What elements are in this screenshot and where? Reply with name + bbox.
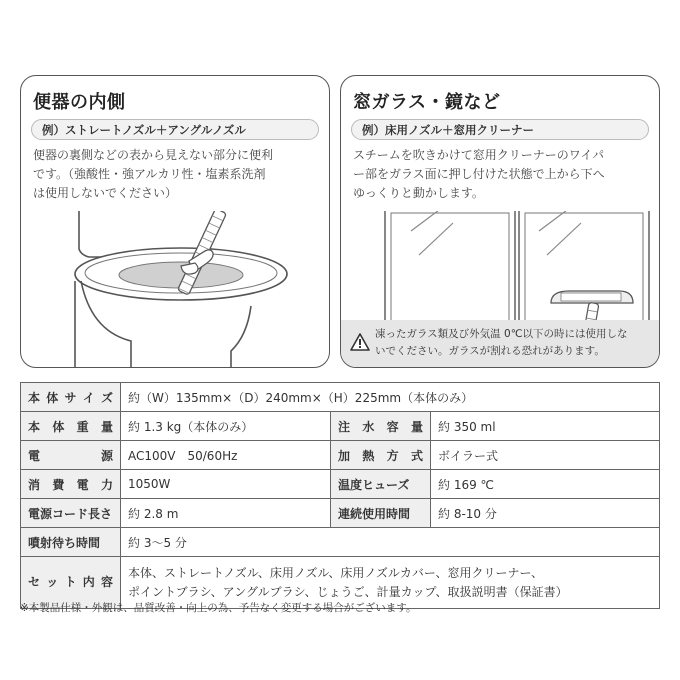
spec-value: 約（W）135mm×（D）240mm×（H）225mm（本体のみ） — [121, 383, 660, 412]
footnote: ※本製品仕様・外観は、品質改善・向上の為、予告なく変更する場合がございます。 — [20, 602, 417, 614]
spec-label-text — [28, 389, 113, 406]
table-row — [21, 441, 660, 470]
table-row — [21, 412, 660, 441]
spec-label — [331, 470, 431, 499]
spec-value: 約 1.3 kg（本体のみ） — [121, 412, 331, 441]
label-char: 体 — [52, 419, 65, 434]
label-char: 電 — [76, 477, 89, 492]
card-window-glass — [340, 75, 660, 368]
label-char: 量 — [410, 419, 423, 434]
label-char: 重 — [76, 419, 89, 434]
toilet-cleaning-illustration — [71, 211, 311, 368]
label-char: ッ — [46, 575, 59, 589]
label-char: ズ — [100, 390, 113, 405]
spec-value: 約 169 ℃ — [431, 470, 660, 499]
card-example-pill: 例）床用ノズル＋窓用クリーナー — [351, 119, 649, 140]
spec-value: 約 350 ml — [431, 412, 660, 441]
spec-label-text: 噴射待ち時間 — [28, 535, 101, 550]
spec-label-text — [28, 476, 113, 493]
spec-label-text: 温度ヒューズ — [338, 477, 410, 492]
label-char: 力 — [100, 477, 113, 492]
card-title: 便器の内側 — [33, 92, 126, 113]
card-example-pill: 例）ストレートノズル＋アングルノズル — [31, 119, 319, 140]
spec-value: AC100V 50/60Hz — [121, 441, 331, 470]
spec-label-text — [28, 573, 113, 592]
spec-label-text — [28, 418, 113, 435]
spec-label — [21, 528, 121, 557]
label-char: 注 — [338, 419, 351, 434]
spec-value: 約 2.8 m — [121, 499, 331, 528]
warning-icon — [350, 333, 370, 351]
spec-label-text — [338, 418, 423, 435]
card-title: 窓ガラス・鏡など — [353, 92, 501, 113]
spec-value: 本体、ストレートノズル、床用ノズル、床用ノズルカバー、窓用クリーナー、 ポイントブラシ、アングルブラシ、じょうご、計量カップ、取扱説明書（保証書） — [121, 557, 660, 609]
label-char: 消 — [28, 477, 41, 492]
spec-label — [21, 499, 121, 528]
label-char: イ — [82, 390, 95, 405]
spec-label-text — [338, 447, 423, 464]
label-char: 容 — [100, 575, 113, 589]
spec-label — [21, 470, 121, 499]
warning-banner — [341, 320, 659, 367]
label-char: 加 — [338, 448, 351, 463]
label-char: 源 — [100, 448, 113, 463]
spec-label — [21, 441, 121, 470]
label-char: 容 — [386, 419, 399, 434]
label-char: 本 — [28, 419, 41, 434]
label-char: 本 — [28, 390, 41, 405]
spec-label — [331, 412, 431, 441]
spec-label — [21, 412, 121, 441]
card-description: 便器の裏側などの表から見えない部分に便利 です。（強酸性・強アルカリ性・塩素系洗剤 は使用しないでください） — [33, 148, 274, 200]
table-row — [21, 383, 660, 412]
warning-text: 凍ったガラス類及び外気温 0℃以下の時には使用しな いでください。ガラスが割れる恐れがあります。 — [375, 328, 628, 357]
table-row — [21, 499, 660, 528]
spec-label — [21, 383, 121, 412]
spec-value: 約 8-10 分 — [431, 499, 660, 528]
label-char: 量 — [100, 419, 113, 434]
label-char: セ — [28, 575, 41, 589]
spec-label — [331, 441, 431, 470]
label-char: ト — [64, 575, 77, 589]
label-char: 方 — [386, 448, 399, 463]
label-char: 式 — [410, 448, 423, 463]
label-char: 熱 — [362, 448, 375, 463]
spec-label-text: 電源コード長さ — [28, 506, 113, 521]
label-char: 体 — [46, 390, 59, 405]
card-toilet-inside — [20, 75, 330, 368]
spec-table — [20, 382, 660, 609]
card-description: スチームを吹きかけて窓用クリーナーのワイパ ー部をガラス面に押し付けた状態で上から下へ ゆっくりと動かします。 — [353, 148, 605, 200]
spec-label — [331, 499, 431, 528]
label-char: サ — [64, 390, 77, 405]
label-char: 費 — [52, 477, 65, 492]
spec-value: 1050W — [121, 470, 331, 499]
label-char: 水 — [362, 419, 375, 434]
spec-value: 約 3～5 分 — [121, 528, 660, 557]
table-row — [21, 470, 660, 499]
spec-label-text — [28, 447, 113, 464]
spec-label-text: 連続使用時間 — [338, 506, 411, 521]
spec-value: ボイラー式 — [431, 441, 660, 470]
label-char: 電 — [28, 448, 41, 463]
label-char: 内 — [82, 575, 95, 589]
table-row — [21, 528, 660, 557]
